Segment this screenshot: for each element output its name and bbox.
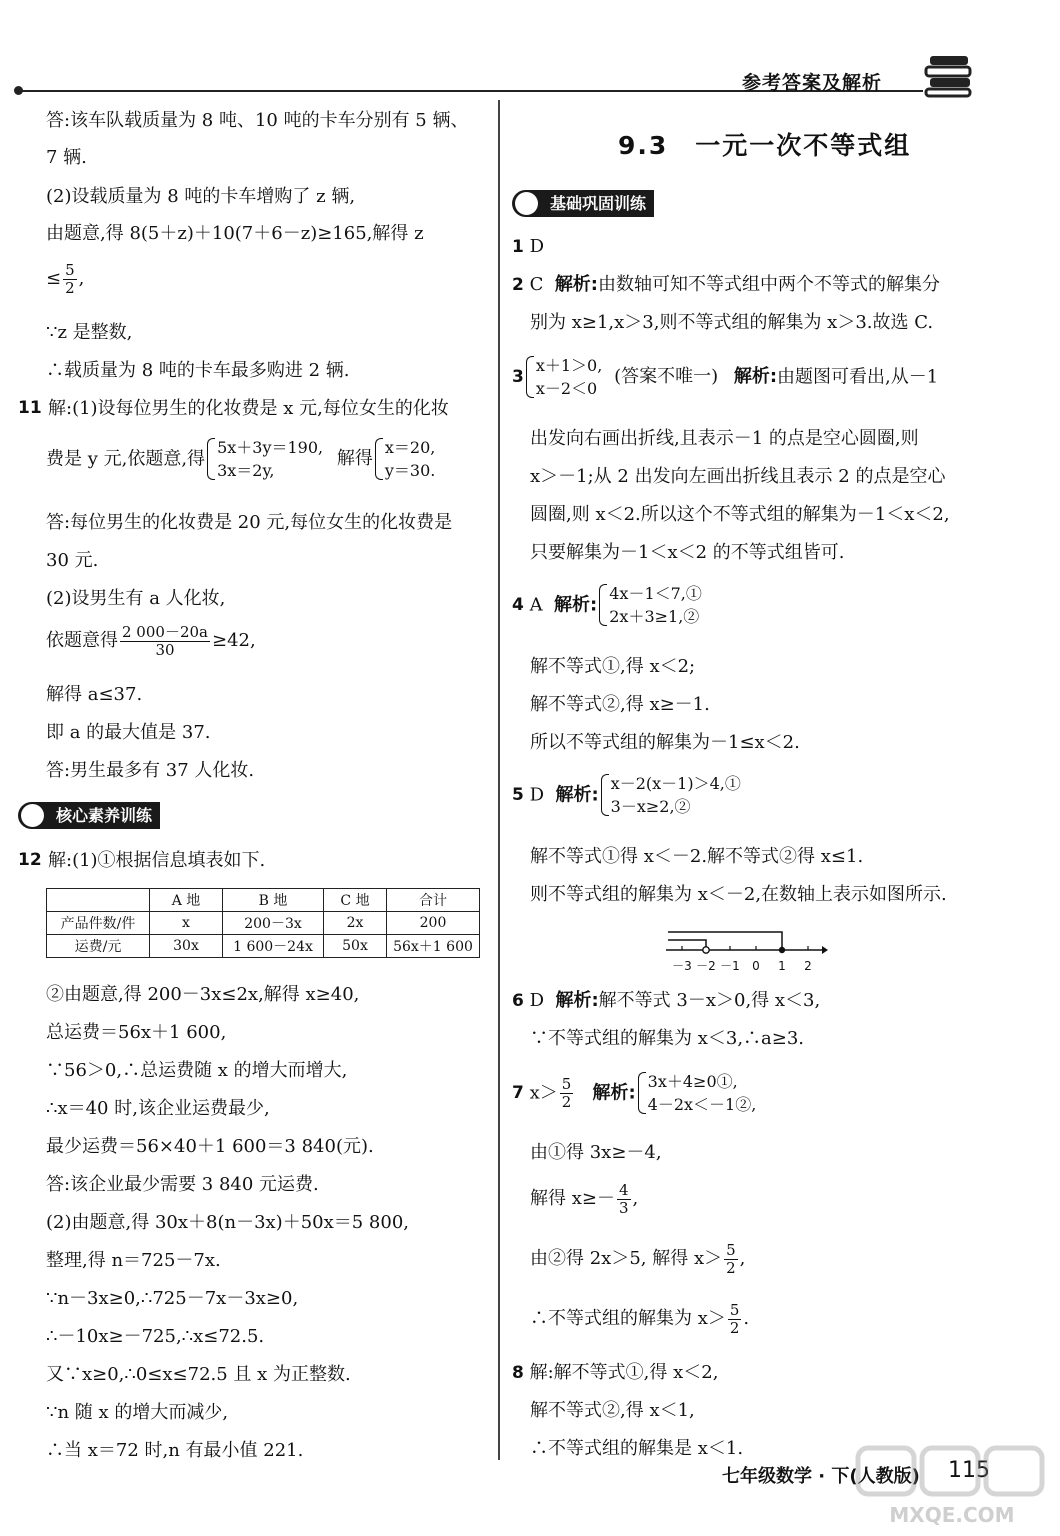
text-line: 解:(1)设每位男生的化妆费是 x 元,每位女生的化妆 bbox=[48, 398, 449, 419]
tick-label: －2 bbox=[696, 959, 716, 973]
text-line: 只要解集为－1＜x＜2 的不等式组皆可. bbox=[530, 542, 845, 563]
text-line: 解得 x≥－ $\frac{4}{3}$ , bbox=[530, 1181, 639, 1217]
answer-line: 1 D bbox=[512, 236, 545, 257]
text-line: 解不等式②,得 x＜1, bbox=[530, 1400, 695, 1421]
tick-label: 1 bbox=[778, 959, 786, 973]
crown-icon bbox=[515, 192, 538, 215]
tick-label: 0 bbox=[752, 959, 760, 973]
text-line: ∵z 是整数, bbox=[46, 322, 133, 343]
equation-system: 5x＋3y＝190, 3x＝2y, bbox=[205, 436, 323, 482]
text-line: 最少运费＝56×40＋1 600＝3 840(元). bbox=[46, 1136, 374, 1157]
text-line: 解得 a≤37. bbox=[46, 684, 143, 705]
text-line: 依题意得 $\frac{2 000-20a}{30}$ ≥42, bbox=[46, 623, 256, 659]
text-line: 出发向右画出折线,且表示－1 的点是空心圆圈,则 bbox=[530, 428, 919, 449]
text-line: x＞－1;从 2 出发向左画出折线且表示 2 的点是空心 bbox=[530, 466, 946, 487]
text-line: 答:每位男生的化妆费是 20 元,每位女生的化妆费是 bbox=[46, 512, 453, 533]
text-line: ∴－10x≥－725,∴x≤72.5. bbox=[46, 1326, 265, 1347]
header-title: 参考答案及解析 bbox=[742, 72, 883, 94]
text-line: 答:该企业最少需要 3 840 元运费. bbox=[46, 1174, 319, 1195]
page-number: 115 bbox=[948, 1458, 990, 1483]
inequality-system: 4x－1＜7,① 2x＋3≥1,② bbox=[597, 582, 702, 628]
answer-line: 5 D 解析: x－2(x－1)＞4,① 3－x≥2,② bbox=[512, 772, 741, 818]
fraction: $\frac{4}{3}$ bbox=[618, 1181, 629, 1217]
text-line: 所以不等式组的解集为－1≤x＜2. bbox=[530, 732, 800, 753]
fraction: $\frac{5}{2}$ bbox=[561, 1075, 572, 1111]
question-number: 12 bbox=[18, 850, 42, 870]
fraction: $\frac{2 000-20a}{30}$ bbox=[122, 623, 208, 659]
tick-label: 2 bbox=[804, 959, 812, 973]
text-line: 解:(1)①根据信息填表如下. bbox=[48, 850, 266, 871]
fraction: $\frac{5}{2}$ bbox=[729, 1301, 740, 1337]
leq-sign: ≤ bbox=[46, 268, 62, 289]
number-line-diagram bbox=[660, 922, 830, 974]
text-line: 30 元. bbox=[46, 550, 99, 571]
text-line: ∵n 随 x 的增大而减少, bbox=[46, 1402, 229, 1423]
inequality-system: x－2(x－1)＞4,① 3－x≥2,② bbox=[599, 772, 741, 818]
text-line: ∴x＝40 时,该企业运费最少, bbox=[46, 1098, 270, 1119]
footer-book-title: 七年级数学 · 下(人教版) bbox=[722, 1466, 920, 1487]
text-line: 整理,得 n＝725－7x. bbox=[46, 1250, 221, 1271]
text-line: ②由题意,得 200－3x≤2x,解得 x≥40, bbox=[46, 984, 360, 1005]
answer-line: 4 A 解析: 4x－1＜7,① 2x＋3≥1,② bbox=[512, 582, 702, 628]
equation-system: x＝20, y＝30. bbox=[373, 436, 436, 482]
text-line: 则不等式组的解集为 x＜－2,在数轴上表示如图所示. bbox=[530, 884, 947, 905]
text-line: 解不等式①得 x＜－2.解不等式②得 x≤1. bbox=[530, 846, 864, 867]
svg-text:MXQE.COM: MXQE.COM bbox=[889, 1503, 1015, 1527]
data-table bbox=[46, 888, 480, 958]
section-title: 9.3 一元一次不等式组 bbox=[618, 131, 912, 160]
table-header-row: A 地 B 地 C 地 合计 bbox=[47, 889, 480, 912]
answer-line: 8 解:解不等式①,得 x＜2, bbox=[512, 1362, 719, 1383]
text-line: 由题意,得 8(5＋z)＋10(7＋6－z)≥165,解得 z bbox=[46, 223, 424, 244]
text-line: ∵56＞0,∴总运费随 x 的增大而增大, bbox=[46, 1060, 348, 1081]
answer-line: 7 x＞ $\frac{5}{2}$ 解析: 3x＋4≥0①, 4－2x＜－1②, bbox=[512, 1070, 756, 1116]
text-line: ∴不等式组的解集为 x＞ $\frac{5}{2}$ . bbox=[530, 1301, 750, 1337]
text-line: 费是 y 元,依题意,得 5x＋3y＝190, 3x＝2y, 解得 x＝20, y＝30. bbox=[46, 436, 435, 482]
text-line: (2)设男生有 a 人化妆, bbox=[46, 588, 226, 609]
text-line: ∴不等式组的解集是 x＜1. bbox=[530, 1438, 744, 1459]
crown-icon bbox=[21, 804, 44, 827]
watermark-logo bbox=[852, 1440, 1052, 1530]
section-badge: 基础巩固训练 bbox=[512, 190, 654, 217]
answer-line: 3 x＋1＞0, x－2＜0 (答案不唯一) 解析:由题图可看出,从－1 bbox=[512, 354, 938, 400]
text-line: 答:男生最多有 37 人化妆. bbox=[46, 760, 255, 781]
text-line: ∴载质量为 8 吨的卡车最多购进 2 辆. bbox=[46, 360, 350, 381]
table-row: 产品件数/件 x 200－3x 2x 200 bbox=[47, 912, 480, 935]
text-line: ≤ $\frac{5}{2}$ , bbox=[46, 261, 85, 297]
tick-label: －3 bbox=[672, 959, 692, 973]
text-line: (2)设载质量为 8 吨的卡车增购了 z 辆, bbox=[46, 186, 356, 207]
text-line: 由①得 3x≥－4, bbox=[530, 1142, 662, 1163]
column-divider bbox=[498, 100, 500, 1460]
fraction: $\frac{5}{2}$ bbox=[65, 261, 75, 297]
text-line: (2)由题意,得 30x＋8(n－3x)＋50x＝5 800, bbox=[46, 1212, 409, 1233]
section-badge: 核心素养训练 bbox=[18, 802, 160, 829]
text-line: ∵n－3x≥0,∴725－7x－3x≥0, bbox=[46, 1288, 299, 1309]
text-line: ∵不等式组的解集为 x＜3,∴a≥3. bbox=[530, 1028, 805, 1049]
text-line: 总运费＝56x＋1 600, bbox=[46, 1022, 227, 1043]
text-line: 答:该车队载质量为 8 吨、10 吨的卡车分别有 5 辆、 bbox=[46, 110, 469, 131]
books-icon bbox=[924, 52, 974, 98]
fraction: $\frac{5}{2}$ bbox=[726, 1241, 736, 1277]
text-line: 又∵x≥0,∴0≤x≤72.5 且 x 为正整数. bbox=[46, 1364, 351, 1385]
question-number: 11 bbox=[18, 398, 42, 418]
text-line: 圆圈,则 x＜2.所以这个不等式组的解集为－1＜x＜2, bbox=[530, 504, 950, 525]
text-line: 即 a 的最大值是 37. bbox=[46, 722, 211, 743]
text-line: 由②得 2x＞5, 解得 x＞ $\frac{5}{2}$ , bbox=[530, 1241, 746, 1277]
text-line: 解不等式①,得 x＜2; bbox=[530, 656, 696, 677]
text-line: 7 辆. bbox=[46, 147, 87, 168]
inequality-system: x＋1＞0, x－2＜0 bbox=[524, 354, 602, 400]
text-line: ∴当 x＝72 时,n 有最小值 221. bbox=[46, 1440, 304, 1461]
text-line: 解不等式②,得 x≥－1. bbox=[530, 694, 710, 715]
answer-line: 2 C 解析:由数轴可知不等式组中两个不等式的解集分 bbox=[512, 274, 941, 295]
answer-line: 6 D 解析:解不等式 3－x＞0,得 x＜3, bbox=[512, 990, 821, 1011]
tick-label: －1 bbox=[720, 959, 740, 973]
table-row: 运费/元 30x 1 600－24x 50x 56x＋1 600 bbox=[47, 935, 480, 958]
inequality-system: 3x＋4≥0①, 4－2x＜－1②, bbox=[636, 1070, 757, 1116]
text-line: 别为 x≥1,x＞3,则不等式组的解集为 x＞3.故选 C. bbox=[530, 312, 934, 333]
